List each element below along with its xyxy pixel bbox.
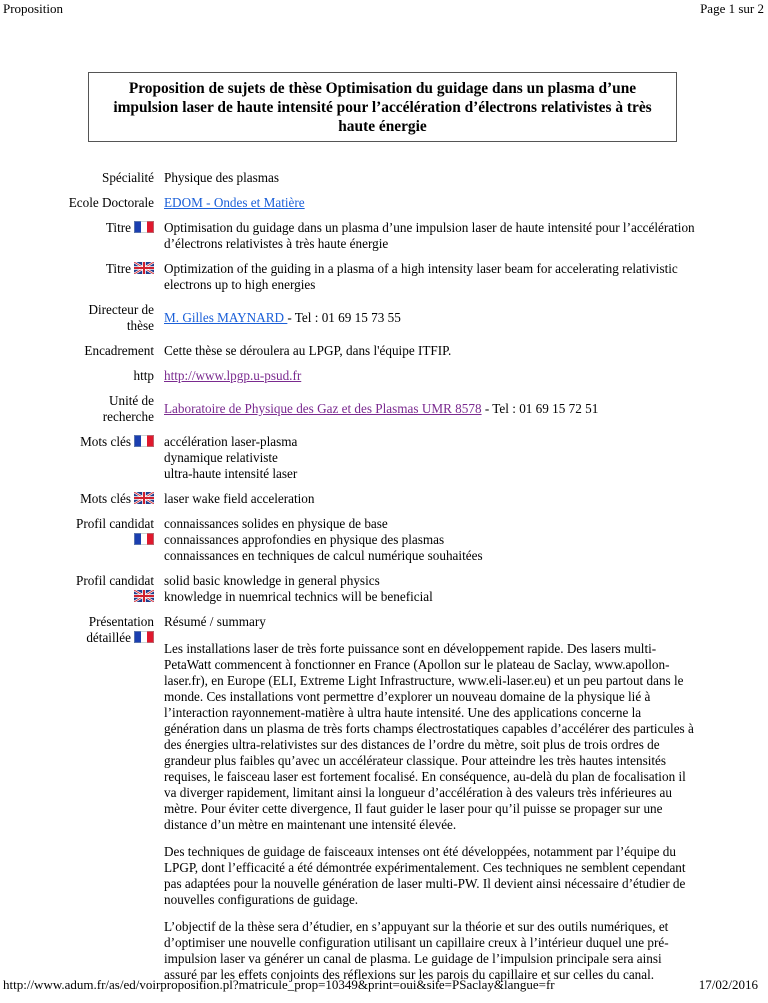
summary-paragraph: L’objectif de la thèse sera d’étudier, en s’appuyant sur la théorie et sur des outils numériques, et d’optimiser une nouvelle configuration utilisant un capillaire creux à l’intérieur duquel une pré-impulsion laser va générer un canal de plasma. Le guidage de l’impulsion principale sera ainsi assuré par les effets conjoints des réflexions sur les parois du capillaire et sur celles du canal. xyxy=(164,919,669,982)
unite-link[interactable]: Laboratoire de Physique des Gaz et des Plasmas UMR 8578 xyxy=(164,401,482,416)
list-item: dynamique relativiste xyxy=(164,450,278,465)
lab-website-link[interactable]: http://www.lpgp.u-psud.fr xyxy=(164,368,302,383)
field-encadrement xyxy=(0,343,768,359)
uk-flag-icon xyxy=(134,262,154,274)
field-label: Profil candidat xyxy=(0,573,164,605)
field-profil-en xyxy=(0,573,768,605)
field-presentation xyxy=(0,614,768,994)
field-value: Cette thèse se déroulera au LPGP, dans l'équipe ITFIP. xyxy=(164,343,452,358)
field-label: Mots clés xyxy=(0,434,164,450)
field-label: Mots clés xyxy=(0,491,164,507)
field-directeur xyxy=(0,302,768,334)
field-profil-fr xyxy=(0,516,768,564)
ecole-link[interactable]: EDOM - Ondes et Matière xyxy=(164,195,305,210)
field-titre-en xyxy=(0,261,768,293)
directeur-tel: - Tel : 01 69 15 73 55 xyxy=(287,310,401,325)
uk-flag-icon xyxy=(134,492,154,504)
field-label: Spécialité xyxy=(102,170,154,185)
field-value: Physique des plasmas xyxy=(164,170,280,185)
uk-flag-icon xyxy=(134,590,154,602)
field-label: Directeur de thèse xyxy=(88,302,154,333)
field-label: Profil candidat xyxy=(0,516,164,548)
field-label: Titre xyxy=(0,220,164,236)
list-item: connaissances en techniques de calcul numérique souhaitées xyxy=(164,548,483,563)
summary-title: Résumé / summary xyxy=(164,614,266,629)
field-label: Présentation détaillée xyxy=(86,614,154,645)
field-value: laser wake field acceleration xyxy=(164,491,315,506)
summary-paragraph: Les installations laser de très forte puissance sont en développement rapide. Des lasers multi-PetaWatt commencent à fonctionner en France (Apollon sur le plateau de Saclay, www.apollon-laser.fr), en Europe (ELI, Extreme Light Infrastructure, www.eli-laser.eu) et un peu partout dans le monde. Ces installations vont permettre d’explorer un nouveau domaine de la physique lié à l’interaction rayonnement-matière à ultra haute intensité. Une des applications concerne la génération dans un plasma de très forts champs électrostatiques capables d’accélérer des particules à des énergies ultra-relativistes sur des distances de l’ordre du mètre, soit plus de trois ordres de grandeur plus faibles qu’avec un accélérateur classique. Pour atteindre les très hautes intensités requises, le faisceau laser est fortement focalisé. En conséquence, au-delà du plan de focalisation il va diverger rapidement, limitant ainsi la longueur d’accélération à des valeurs très inférieures au mètre. Pour éviter cette divergence, Il faut guider le laser pour qu’il puisse se propager sur une distance d’un mètre en maintenant une intensité élevée. xyxy=(164,641,694,832)
list-item: accélération laser-plasma xyxy=(164,434,298,449)
list-item: connaissances solides en physique de base xyxy=(164,516,388,531)
field-label: Encadrement xyxy=(84,343,154,358)
french-flag-icon xyxy=(134,221,154,233)
field-mots-en xyxy=(0,491,768,507)
page-title: Proposition de sujets de thèse Optimisation du guidage dans un plasma d’une impulsion laser de haute intensité pour l’accélération d’électrons relativistes à très haute énergie xyxy=(88,72,677,142)
list-item: knowledge in nuemrical technics will be beneficial xyxy=(164,589,433,604)
french-flag-icon xyxy=(134,435,154,447)
unite-tel: - Tel : 01 69 15 72 51 xyxy=(481,401,599,416)
print-footer-date: 17/02/2016 xyxy=(698,977,758,992)
print-footer-url: http://www.adum.fr/as/ed/voirproposition.pl?matricule_prop=10349&print=oui&site=PSaclay&langue=fr xyxy=(3,977,555,992)
field-mots-fr xyxy=(0,434,768,482)
proposal-fields xyxy=(0,170,768,1003)
print-header-title: Proposition xyxy=(3,1,63,16)
field-label: http xyxy=(133,368,154,383)
directeur-link[interactable]: M. Gilles MAYNARD xyxy=(164,310,288,325)
list-item: connaissances approfondies en physique des plasmas xyxy=(164,532,445,547)
field-value: Optimisation du guidage dans un plasma d’une impulsion laser de haute intensité pour l’accélération d’électrons relativistes à très haute énergie xyxy=(164,220,695,251)
french-flag-icon xyxy=(134,533,154,545)
field-label: Unité de recherche xyxy=(102,393,154,424)
field-unite xyxy=(0,393,768,425)
summary-paragraph: Des techniques de guidage de faisceaux intenses ont été développées, notamment par l’équipe du LPGP, dont l’efficacité a été démontrée expérimentalement. Ces techniques ne semblent cependant pas adaptées pour la nouvelle génération de laser multi-PW. Il devient ainsi nécessaire d’étudier de nouvelles configurations de guidage. xyxy=(164,844,686,907)
list-item: solid basic knowledge in general physics xyxy=(164,573,380,588)
field-ecole xyxy=(0,195,768,211)
field-specialite xyxy=(0,170,768,186)
field-titre-fr xyxy=(0,220,768,252)
field-label: Titre xyxy=(0,261,164,277)
print-header-page: Page 1 sur 2 xyxy=(700,1,764,16)
field-http xyxy=(0,368,768,384)
list-item: ultra-haute intensité laser xyxy=(164,466,298,481)
field-label: Ecole Doctorale xyxy=(68,195,154,210)
french-flag-icon xyxy=(134,631,154,643)
field-value: Optimization of the guiding in a plasma of a high intensity laser beam for accelerating relativistic electrons up to high energies xyxy=(164,261,678,292)
